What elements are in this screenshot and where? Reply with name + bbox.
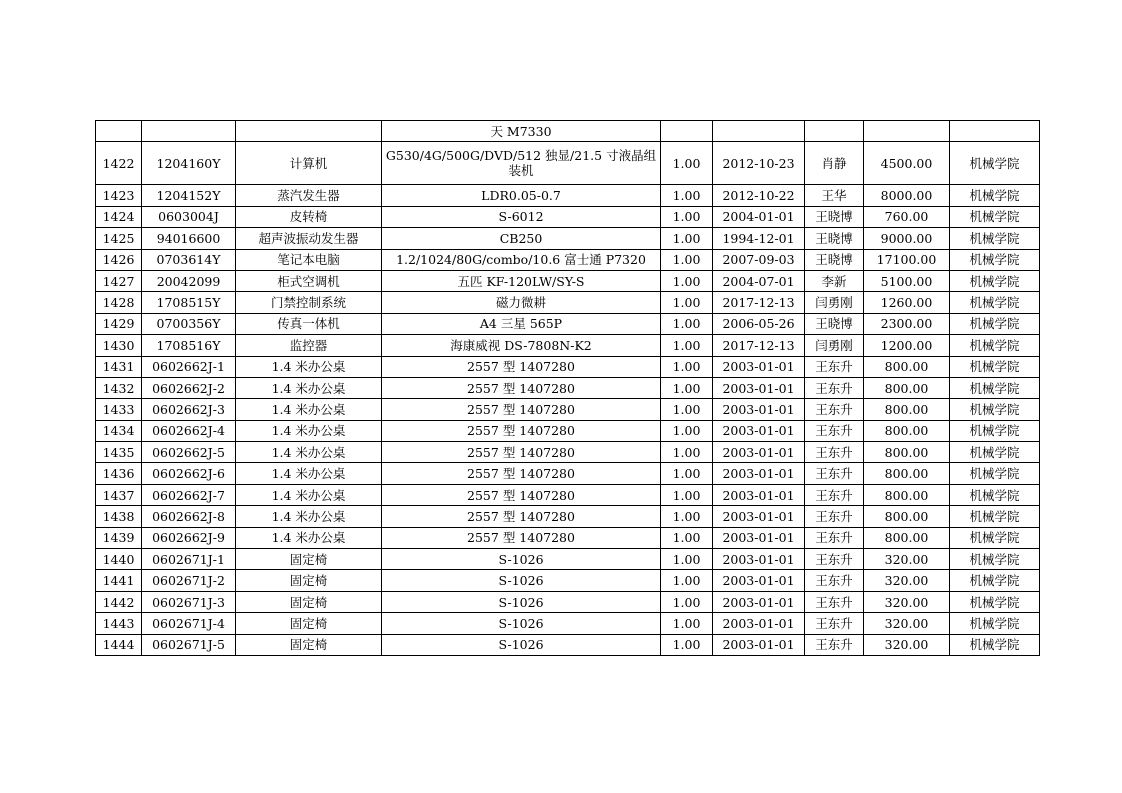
cell-date: 2007-09-03 (713, 249, 805, 270)
cell-seq: 1430 (96, 335, 142, 356)
cell-qty: 1.00 (661, 313, 713, 334)
cell-name: 固定椅 (236, 591, 382, 612)
cell-dept (950, 121, 1040, 142)
cell-name: 传真一体机 (236, 313, 382, 334)
cell-name: 1.4 米办公桌 (236, 399, 382, 420)
cell-model: 2557 型 1407280 (382, 356, 661, 377)
cell-seq: 1442 (96, 591, 142, 612)
cell-seq: 1425 (96, 228, 142, 249)
cell-qty: 1.00 (661, 356, 713, 377)
cell-code: 0602662J-7 (142, 484, 236, 505)
cell-name: 1.4 米办公桌 (236, 377, 382, 398)
cell-dept: 机械学院 (950, 270, 1040, 291)
cell-price: 8000.00 (864, 185, 950, 206)
cell-price: 2300.00 (864, 313, 950, 334)
cell-code: 0602662J-3 (142, 399, 236, 420)
cell-seq: 1440 (96, 549, 142, 570)
cell-name: 皮转椅 (236, 206, 382, 227)
cell-qty: 1.00 (661, 527, 713, 548)
cell-person: 王东升 (805, 442, 864, 463)
cell-code: 0602662J-2 (142, 377, 236, 398)
cell-person: 李新 (805, 270, 864, 291)
cell-date: 2004-07-01 (713, 270, 805, 291)
table-row (96, 356, 1040, 377)
table-row (96, 377, 1040, 398)
cell-dept: 机械学院 (950, 335, 1040, 356)
cell-price (864, 121, 950, 142)
cell-code: 1204160Y (142, 142, 236, 185)
cell-date: 2017-12-13 (713, 292, 805, 313)
table-row (96, 420, 1040, 441)
cell-code: 0602662J-9 (142, 527, 236, 548)
cell-date: 2003-01-01 (713, 484, 805, 505)
cell-dept: 机械学院 (950, 506, 1040, 527)
cell-dept: 机械学院 (950, 613, 1040, 634)
table-row (96, 313, 1040, 334)
cell-name: 笔记本电脑 (236, 249, 382, 270)
cell-date: 2003-01-01 (713, 570, 805, 591)
cell-name: 1.4 米办公桌 (236, 442, 382, 463)
cell-qty (661, 121, 713, 142)
cell-model: 海康威视 DS-7808N-K2 (382, 335, 661, 356)
cell-person: 肖静 (805, 142, 864, 185)
cell-name: 1.4 米办公桌 (236, 420, 382, 441)
cell-qty: 1.00 (661, 270, 713, 291)
cell-qty: 1.00 (661, 228, 713, 249)
cell-qty: 1.00 (661, 484, 713, 505)
cell-date: 2003-01-01 (713, 591, 805, 612)
cell-model: A4 三星 565P (382, 313, 661, 334)
cell-model: S-1026 (382, 634, 661, 655)
cell-code: 1708515Y (142, 292, 236, 313)
cell-price: 800.00 (864, 377, 950, 398)
cell-person: 王东升 (805, 506, 864, 527)
cell-date: 2003-01-01 (713, 377, 805, 398)
cell-price: 17100.00 (864, 249, 950, 270)
cell-model: 1.2/1024/80G/combo/10.6 富士通 P7320 (382, 249, 661, 270)
cell-qty: 1.00 (661, 377, 713, 398)
cell-person: 王晓博 (805, 313, 864, 334)
cell-seq: 1436 (96, 463, 142, 484)
cell-code: 0602671J-4 (142, 613, 236, 634)
cell-person: 王晓博 (805, 249, 864, 270)
cell-dept: 机械学院 (950, 142, 1040, 185)
cell-code: 0602662J-4 (142, 420, 236, 441)
cell-qty: 1.00 (661, 142, 713, 185)
cell-price: 9000.00 (864, 228, 950, 249)
cell-seq: 1435 (96, 442, 142, 463)
cell-code: 0602662J-8 (142, 506, 236, 527)
cell-name: 1.4 米办公桌 (236, 506, 382, 527)
cell-qty: 1.00 (661, 634, 713, 655)
asset-table (95, 120, 1040, 656)
cell-model: 五匹 KF-120LW/SY-S (382, 270, 661, 291)
cell-price: 320.00 (864, 591, 950, 612)
cell-model: S-6012 (382, 206, 661, 227)
cell-price: 800.00 (864, 506, 950, 527)
cell-model: 磁力微耕 (382, 292, 661, 313)
cell-code: 0602662J-1 (142, 356, 236, 377)
cell-price: 1260.00 (864, 292, 950, 313)
cell-date: 2003-01-01 (713, 399, 805, 420)
table-row (96, 270, 1040, 291)
cell-name: 固定椅 (236, 549, 382, 570)
table-row (96, 549, 1040, 570)
cell-price: 320.00 (864, 634, 950, 655)
cell-name (236, 121, 382, 142)
cell-model: G530/4G/500G/DVD/512 独显/21.5 寸液晶组装机 (382, 142, 661, 185)
cell-name: 1.4 米办公桌 (236, 484, 382, 505)
cell-qty: 1.00 (661, 420, 713, 441)
table-row (96, 634, 1040, 655)
table-row (96, 292, 1040, 313)
cell-date: 2003-01-01 (713, 442, 805, 463)
cell-seq: 1422 (96, 142, 142, 185)
cell-name: 柜式空调机 (236, 270, 382, 291)
cell-person: 王东升 (805, 591, 864, 612)
cell-dept: 机械学院 (950, 249, 1040, 270)
cell-price: 320.00 (864, 549, 950, 570)
cell-seq: 1439 (96, 527, 142, 548)
cell-qty: 1.00 (661, 442, 713, 463)
cell-code: 0602662J-6 (142, 463, 236, 484)
cell-code: 20042099 (142, 270, 236, 291)
cell-date: 2003-01-01 (713, 463, 805, 484)
table-row (96, 527, 1040, 548)
cell-seq: 1433 (96, 399, 142, 420)
cell-name: 蒸汽发生器 (236, 185, 382, 206)
table-row (96, 463, 1040, 484)
cell-date: 2003-01-01 (713, 549, 805, 570)
cell-person: 王东升 (805, 420, 864, 441)
cell-model: 2557 型 1407280 (382, 420, 661, 441)
cell-price: 800.00 (864, 420, 950, 441)
cell-seq: 1428 (96, 292, 142, 313)
cell-name: 超声波振动发生器 (236, 228, 382, 249)
cell-model: 2557 型 1407280 (382, 442, 661, 463)
cell-code (142, 121, 236, 142)
cell-price: 320.00 (864, 570, 950, 591)
cell-dept: 机械学院 (950, 570, 1040, 591)
cell-seq: 1423 (96, 185, 142, 206)
cell-code: 1204152Y (142, 185, 236, 206)
cell-qty: 1.00 (661, 463, 713, 484)
table-row-continued (96, 121, 1040, 142)
cell-date (713, 121, 805, 142)
cell-person: 王东升 (805, 356, 864, 377)
cell-price: 800.00 (864, 463, 950, 484)
cell-price: 800.00 (864, 442, 950, 463)
table-body (96, 121, 1040, 656)
cell-dept: 机械学院 (950, 442, 1040, 463)
cell-price: 5100.00 (864, 270, 950, 291)
cell-qty: 1.00 (661, 549, 713, 570)
cell-date: 1994-12-01 (713, 228, 805, 249)
cell-date: 2003-01-01 (713, 420, 805, 441)
cell-date: 2012-10-22 (713, 185, 805, 206)
cell-person: 王东升 (805, 463, 864, 484)
cell-dept: 机械学院 (950, 292, 1040, 313)
cell-price: 760.00 (864, 206, 950, 227)
cell-price: 4500.00 (864, 142, 950, 185)
table-row (96, 399, 1040, 420)
cell-person: 王东升 (805, 484, 864, 505)
cell-person: 王东升 (805, 570, 864, 591)
cell-code: 0603004J (142, 206, 236, 227)
cell-person: 王东升 (805, 549, 864, 570)
cell-person: 闫勇刚 (805, 292, 864, 313)
table-row (96, 228, 1040, 249)
cell-model: S-1026 (382, 549, 661, 570)
cell-seq: 1437 (96, 484, 142, 505)
cell-qty: 1.00 (661, 249, 713, 270)
cell-model: 天 M7330 (382, 121, 661, 142)
cell-code: 1708516Y (142, 335, 236, 356)
cell-qty: 1.00 (661, 206, 713, 227)
table-row (96, 206, 1040, 227)
cell-price: 800.00 (864, 399, 950, 420)
cell-name: 计算机 (236, 142, 382, 185)
cell-dept: 机械学院 (950, 228, 1040, 249)
cell-seq: 1432 (96, 377, 142, 398)
cell-name: 1.4 米办公桌 (236, 463, 382, 484)
cell-name: 门禁控制系统 (236, 292, 382, 313)
cell-price: 1200.00 (864, 335, 950, 356)
cell-model: 2557 型 1407280 (382, 399, 661, 420)
table-row (96, 506, 1040, 527)
cell-price: 320.00 (864, 613, 950, 634)
cell-qty: 1.00 (661, 570, 713, 591)
cell-date: 2012-10-23 (713, 142, 805, 185)
cell-qty: 1.00 (661, 399, 713, 420)
table-row (96, 335, 1040, 356)
cell-code: 0602671J-1 (142, 549, 236, 570)
cell-person: 王东升 (805, 377, 864, 398)
cell-model: CB250 (382, 228, 661, 249)
cell-dept: 机械学院 (950, 356, 1040, 377)
cell-qty: 1.00 (661, 613, 713, 634)
cell-code: 0602671J-3 (142, 591, 236, 612)
cell-price: 800.00 (864, 527, 950, 548)
cell-model: S-1026 (382, 570, 661, 591)
cell-model: S-1026 (382, 591, 661, 612)
cell-code: 0700356Y (142, 313, 236, 334)
cell-seq: 1444 (96, 634, 142, 655)
cell-seq: 1431 (96, 356, 142, 377)
cell-person: 王东升 (805, 527, 864, 548)
cell-model: 2557 型 1407280 (382, 506, 661, 527)
cell-dept: 机械学院 (950, 463, 1040, 484)
cell-date: 2003-01-01 (713, 527, 805, 548)
cell-dept: 机械学院 (950, 206, 1040, 227)
cell-seq: 1424 (96, 206, 142, 227)
table-row (96, 185, 1040, 206)
cell-price: 800.00 (864, 484, 950, 505)
cell-name: 1.4 米办公桌 (236, 356, 382, 377)
cell-date: 2004-01-01 (713, 206, 805, 227)
cell-seq: 1429 (96, 313, 142, 334)
cell-model: S-1026 (382, 613, 661, 634)
cell-dept: 机械学院 (950, 313, 1040, 334)
cell-name: 1.4 米办公桌 (236, 527, 382, 548)
cell-seq: 1441 (96, 570, 142, 591)
table-row (96, 591, 1040, 612)
cell-date: 2003-01-01 (713, 356, 805, 377)
cell-code: 94016600 (142, 228, 236, 249)
cell-qty: 1.00 (661, 591, 713, 612)
cell-model: LDR0.05-0.7 (382, 185, 661, 206)
cell-code: 0602671J-2 (142, 570, 236, 591)
cell-date: 2003-01-01 (713, 506, 805, 527)
cell-seq: 1438 (96, 506, 142, 527)
cell-dept: 机械学院 (950, 527, 1040, 548)
cell-dept: 机械学院 (950, 549, 1040, 570)
cell-qty: 1.00 (661, 506, 713, 527)
cell-dept: 机械学院 (950, 634, 1040, 655)
cell-person: 王晓博 (805, 206, 864, 227)
cell-code: 0602662J-5 (142, 442, 236, 463)
cell-seq: 1427 (96, 270, 142, 291)
cell-price: 800.00 (864, 356, 950, 377)
cell-dept: 机械学院 (950, 591, 1040, 612)
cell-dept: 机械学院 (950, 377, 1040, 398)
cell-person: 王华 (805, 185, 864, 206)
cell-qty: 1.00 (661, 335, 713, 356)
cell-seq: 1434 (96, 420, 142, 441)
cell-seq (96, 121, 142, 142)
cell-name: 固定椅 (236, 634, 382, 655)
cell-qty: 1.00 (661, 185, 713, 206)
cell-date: 2003-01-01 (713, 634, 805, 655)
cell-dept: 机械学院 (950, 185, 1040, 206)
cell-model: 2557 型 1407280 (382, 484, 661, 505)
table-row (96, 484, 1040, 505)
cell-model: 2557 型 1407280 (382, 463, 661, 484)
cell-seq: 1426 (96, 249, 142, 270)
cell-person: 王东升 (805, 634, 864, 655)
table-row (96, 442, 1040, 463)
cell-person (805, 121, 864, 142)
cell-code: 0703614Y (142, 249, 236, 270)
cell-person: 闫勇刚 (805, 335, 864, 356)
cell-date: 2003-01-01 (713, 613, 805, 634)
table-row (96, 249, 1040, 270)
cell-seq: 1443 (96, 613, 142, 634)
table-row (96, 613, 1040, 634)
cell-qty: 1.00 (661, 292, 713, 313)
cell-date: 2017-12-13 (713, 335, 805, 356)
cell-name: 固定椅 (236, 613, 382, 634)
cell-dept: 机械学院 (950, 484, 1040, 505)
cell-dept: 机械学院 (950, 399, 1040, 420)
cell-dept: 机械学院 (950, 420, 1040, 441)
cell-model: 2557 型 1407280 (382, 527, 661, 548)
cell-name: 固定椅 (236, 570, 382, 591)
table-row (96, 142, 1040, 185)
cell-code: 0602671J-5 (142, 634, 236, 655)
cell-person: 王东升 (805, 613, 864, 634)
cell-person: 王晓博 (805, 228, 864, 249)
cell-name: 监控器 (236, 335, 382, 356)
cell-model: 2557 型 1407280 (382, 377, 661, 398)
cell-person: 王东升 (805, 399, 864, 420)
table-row (96, 570, 1040, 591)
cell-date: 2006-05-26 (713, 313, 805, 334)
